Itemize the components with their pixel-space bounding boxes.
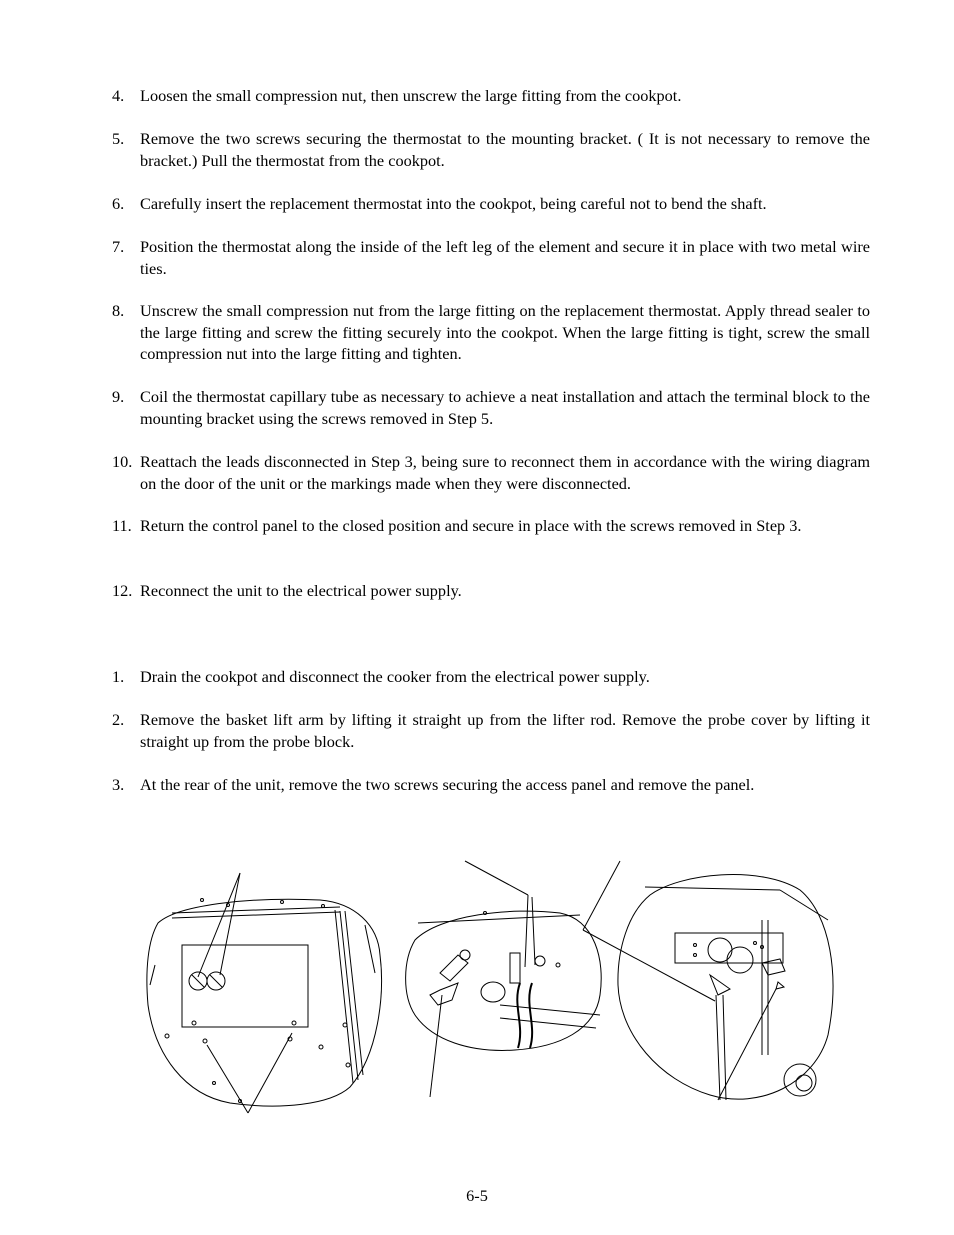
step-text: Reconnect the unit to the electrical power supply. — [140, 581, 462, 600]
step-text: Loosen the small compression nut, then unscrew the large fitting from the cookpot. — [140, 86, 682, 105]
step-number: 1. — [112, 667, 125, 686]
step-number: 5. — [112, 129, 125, 148]
illustration-detail-views — [140, 855, 840, 1130]
access-panel-detail — [147, 873, 382, 1113]
terminal-block-detail — [583, 861, 833, 1100]
step-number: 6. — [112, 194, 125, 213]
step-text: Remove the basket lift arm by lifting it straight up from the lifter rod. Remove the probe cover by lifting it straight up from the probe block. — [140, 710, 870, 751]
step-number: 2. — [112, 710, 125, 729]
step-number: 8. — [112, 301, 125, 320]
probe-block-detail — [406, 861, 602, 1097]
step-number: 12. — [112, 581, 133, 600]
step-text: Reattach the leads disconnected in Step 3, being sure to reconnect them in accordance with the wiring diagram on the door of the unit or the markings made when they were disconnected. — [140, 452, 870, 493]
step-text: Return the control panel to the closed position and secure in place with the screws removed in Step 3. — [140, 516, 802, 535]
step-text: Unscrew the small compression nut from the large fitting on the replacement thermostat. Apply thread sealer to the large fitting and screw the fitting securely into the cookpot. When the large fitting is tight, screw the small compression nut into the large fitting and tighten. — [140, 301, 870, 364]
step-text: Position the thermostat along the inside of the left leg of the element and secure it in place with two metal wire ties. — [140, 237, 870, 278]
step-text: Carefully insert the replacement thermostat into the cookpot, being careful not to bend the shaft. — [140, 194, 767, 213]
step-text: Coil the thermostat capillary tube as necessary to achieve a neat installation and attach the terminal block to the mounting bracket using the screws removed in Step 5. — [140, 387, 870, 428]
step-text: Drain the cookpot and disconnect the cooker from the electrical power supply. — [140, 667, 650, 686]
step-number: 9. — [112, 387, 125, 406]
step-text: At the rear of the unit, remove the two screws securing the access panel and remove the panel. — [140, 775, 755, 794]
step-number: 4. — [112, 86, 125, 105]
step-number: 10. — [112, 452, 133, 471]
page-number: 6-5 — [466, 1186, 488, 1205]
step-text: Remove the two screws securing the thermostat to the mounting bracket. ( It is not necessary to remove the bracket.) Pull the thermostat from the cookpot. — [140, 129, 870, 170]
step-number: 7. — [112, 237, 125, 256]
step-number: 11. — [112, 516, 132, 535]
step-number: 3. — [112, 775, 125, 794]
